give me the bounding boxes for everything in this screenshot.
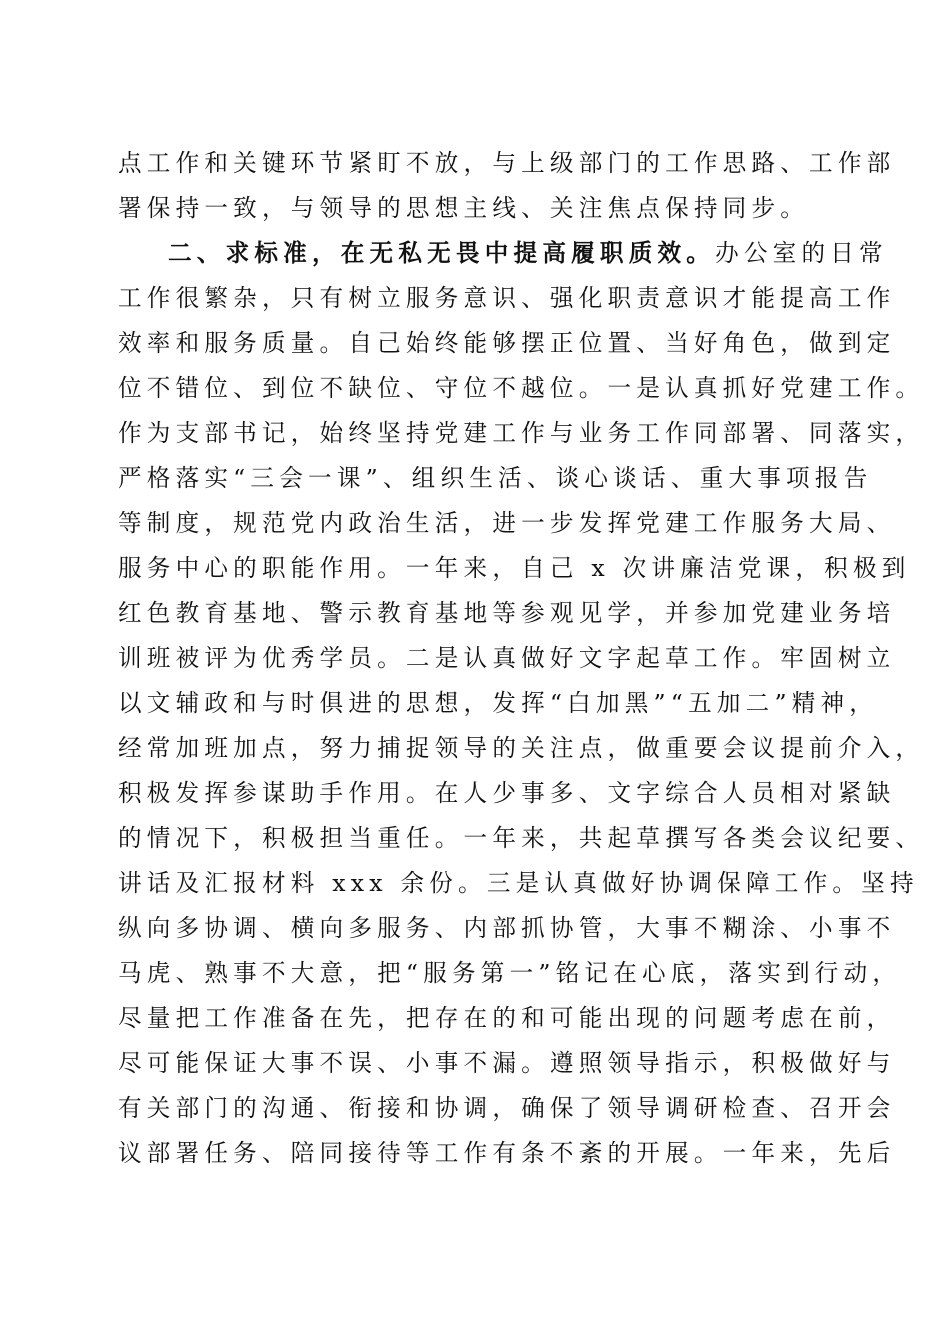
text-line: 议部署任务、陪同接待等工作有条不紊的开展。一年来，先后 [118,1139,896,1167]
text-line: 严格落实“三会一课”、组织生活、谈心谈话、重大事项报告 [118,464,873,492]
text-line: 位不错位、到位不缺位、守位不越位。一是认真抓好党建工作。 [118,374,925,402]
text-line: 以文辅政和与时俱进的思想，发挥“白加黑”“五加二”精神， [118,689,879,717]
document-page [118,141,925,1176]
text-line: 服务中心的职能作用。一年来，自己 x 次讲廉洁党课，积极到 [118,554,911,582]
text-line: 讲话及汇报材料 xxx 余份。三是认真做好协调保障工作。坚持 [118,869,919,897]
section-heading-line [118,231,888,276]
text-line: 红色教育基地、警示教育基地等参观见学，并参加党建业务培 [118,599,896,627]
text-line: 的情况下，积极担当重任。一年来，共起草撰写各类会议纪要、 [118,824,925,852]
text-line: 经常加班加点，努力捕捉领导的关注点，做重要会议提前介入， [118,734,925,762]
text-line: 纵向多协调、横向多服务、内部抓协管，大事不糊涂、小事不 [118,914,896,942]
text-line: 训班被评为优秀学员。二是认真做好文字起草工作。牢固树立 [118,644,896,672]
text-line: 署保持一致，与领导的思想主线、关注焦点保持同步。 [118,194,810,222]
text-line: 马虎、熟事不大意，把“服务第一”铭记在心底，落实到行动， [118,959,902,987]
text-line: 有关部门的沟通、衔接和协调，确保了领导调研检查、召开会 [118,1094,896,1122]
text-line: 积极发挥参谋助手作用。在人少事多、文字综合人员相对紧缺 [118,779,896,807]
text-line: 工作很繁杂，只有树立服务意识、强化职责意识才能提高工作 [118,284,896,312]
text-line: 点工作和关键环节紧盯不放，与上级部门的工作思路、工作部 [118,149,896,177]
text-line: 作为支部书记，始终坚持党建工作与业务工作同部署、同落实， [118,419,925,447]
text-fragment: 办公室的日常 [715,239,888,267]
text-line: 尽可能保证大事不误、小事不漏。遵照领导指示，积极做好与 [118,1049,896,1077]
text-line: 等制度，规范党内政治生活，进一步发挥党建工作服务大局、 [118,509,896,537]
text-line: 效率和服务质量。自己始终能够摆正位置、当好角色，做到定 [118,329,896,357]
section-heading: 二、求标准，在无私无畏中提高履职质效。 [168,239,716,267]
text-line: 尽量把工作准备在先，把存在的和可能出现的问题考虑在前， [118,1004,896,1032]
